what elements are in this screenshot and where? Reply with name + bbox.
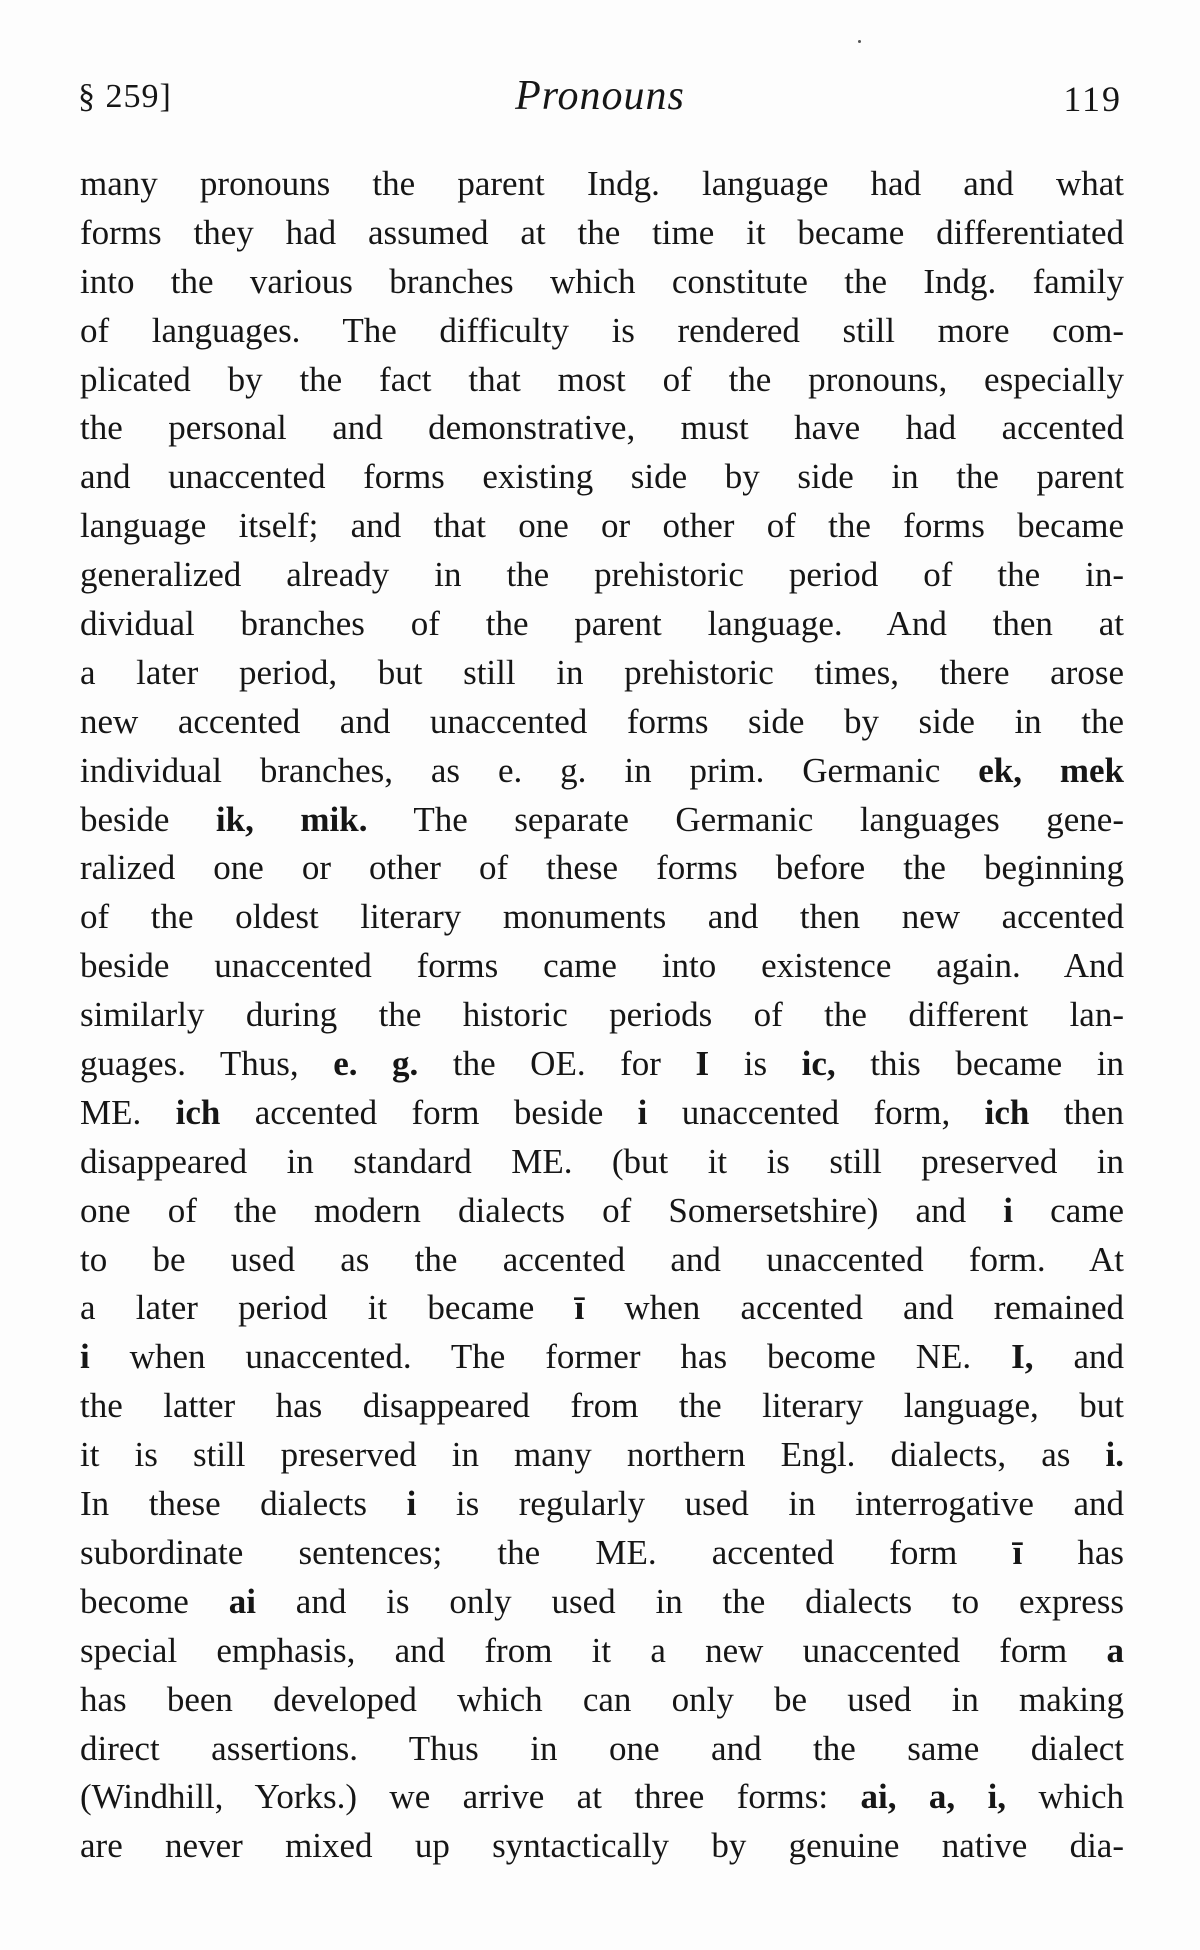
text-line [80,1676,1124,1725]
text-line [80,160,1124,209]
text-run: ralized one or other of these forms before the beginning [80,848,1124,888]
bold-term: i [80,1337,90,1377]
bold-term: e. g. [333,1044,419,1084]
text-run: many pronouns the parent Indg. language had and what [80,164,1124,203]
bold-term: ich [984,1092,1030,1132]
text-run: are never mixed up syntactically by genuine native dia- [80,1826,1124,1866]
text-line [80,1382,1124,1431]
text-run: unaccented form, [647,1092,985,1132]
section-reference: § 259] [78,78,172,115]
bold-term: ic, [801,1044,836,1084]
text-run: when unaccented. The former has become NE. [89,1337,1012,1377]
text-run: when accented and remained [584,1288,1125,1328]
bold-term: I [695,1044,710,1084]
text-line [80,209,1124,258]
text-line [80,942,1124,991]
text-run: accented form beside [220,1092,638,1132]
text-run: In these dialects [80,1484,407,1524]
text-run: forms they had assumed at the time it became differentiated [80,212,1124,252]
text-line [80,453,1124,502]
text-line [80,1725,1124,1774]
bold-term: ik, mik. [215,799,368,839]
text-line [80,796,1124,845]
bold-term: ī [1012,1532,1023,1572]
text-line [80,1138,1124,1187]
text-run: generalized already in the prehistoric period of the in- [80,555,1124,595]
text-run: the personal and demonstrative, must have had accented [80,408,1124,448]
text-line [80,844,1124,893]
text-run: is [709,1044,802,1084]
text-run: this became in [835,1044,1124,1084]
text-run: beside [80,799,216,839]
text-line [80,698,1124,747]
text-run: which [1006,1777,1124,1817]
bold-term: a [1106,1630,1124,1670]
text-run: individual branches, as e. g. in prim. Germanic [80,750,979,790]
page-number: 119 [1063,79,1122,119]
text-line [80,600,1124,649]
text-run: dividual branches of the parent language. And then at [80,604,1124,644]
text-line [80,649,1124,698]
text-line [80,1773,1124,1822]
text-run: is regularly used in interrogative and [416,1484,1125,1524]
text-run: The separate Germanic languages gene- [367,799,1124,839]
text-run: has been developed which can only be used in making [80,1679,1124,1719]
text-run: came [1013,1190,1124,1230]
bold-term: i [637,1092,648,1132]
text-line [80,258,1124,307]
text-line [80,356,1124,405]
text-run: guages. Thus, [80,1044,334,1084]
text-line [80,551,1124,600]
text-run: a later period, but still in prehistoric times, there arose [80,652,1124,692]
bold-term: ī [574,1288,585,1328]
body-text [80,160,1124,1871]
text-run: it is still preserved in many northern Engl. dialects, as [80,1435,1106,1475]
scan-speck [858,40,861,43]
text-run: language itself; and that one or other of the forms became [80,506,1124,546]
text-line [80,1236,1124,1285]
text-run: into the various branches which constitute the Indg. family [80,261,1124,301]
text-run: direct assertions. Thus in one and the same dialect [80,1728,1124,1768]
text-line [80,502,1124,551]
bold-term: I, [1011,1337,1034,1377]
text-line [80,1822,1124,1871]
text-line [80,1627,1124,1676]
bold-term: ek, mek [978,750,1125,790]
text-run: become [80,1581,229,1621]
text-run: the latter has disappeared from the literary language, but [80,1386,1124,1426]
text-run: special emphasis, and from it a new unaccented form [80,1630,1107,1670]
bold-term: i [1003,1190,1013,1230]
text-line [80,1040,1124,1089]
bold-term: ich [175,1092,221,1132]
text-line [80,1480,1124,1529]
text-run: and is only used in the dialects to express [255,1581,1124,1621]
text-run: one of the modern dialects of Somersetshire) and [80,1190,1004,1230]
text-run: beside unaccented forms came into existence again. And [80,946,1124,986]
text-run: and unaccented forms existing side by side in the parent [80,457,1124,497]
text-run: then [1029,1092,1124,1132]
text-run: a later period it became [80,1288,575,1328]
text-line [80,893,1124,942]
text-run: new accented and unaccented forms side by side in the [80,701,1124,741]
text-line [80,1431,1124,1480]
text-run: the OE. for [418,1044,696,1084]
text-line [80,991,1124,1040]
text-line [80,1333,1124,1382]
text-line [80,404,1124,453]
bold-term: ai [228,1581,256,1621]
bold-term: i [406,1484,417,1524]
running-header [78,68,1122,128]
text-run: plicated by the fact that most of the pronouns, especially [80,359,1124,399]
text-run: to be used as the accented and unaccented form. At [80,1239,1124,1279]
text-run: (Windhill, Yorks.) we arrive at three forms: [80,1777,861,1817]
text-run: of languages. The difficulty is rendered still more com- [80,310,1124,350]
text-run: of the oldest literary monuments and then new accented [80,897,1124,937]
text-line [80,1578,1124,1627]
text-run: ME. [80,1092,176,1132]
text-run: similarly during the historic periods of the different lan- [80,995,1124,1035]
text-line [80,1529,1124,1578]
text-line [80,1284,1124,1333]
text-run: has [1022,1532,1125,1572]
text-line [80,747,1124,796]
text-run: disappeared in standard ME. (but it is still preserved in [80,1141,1124,1181]
text-line [80,307,1124,356]
bold-term: i. [1105,1435,1124,1475]
text-line [80,1187,1124,1236]
text-run: and [1033,1337,1124,1377]
running-title: Pronouns [515,73,685,119]
bold-term: ai, a, i, [860,1777,1007,1817]
text-run: subordinate sentences; the ME. accented form [80,1532,1013,1572]
text-line [80,1089,1124,1138]
